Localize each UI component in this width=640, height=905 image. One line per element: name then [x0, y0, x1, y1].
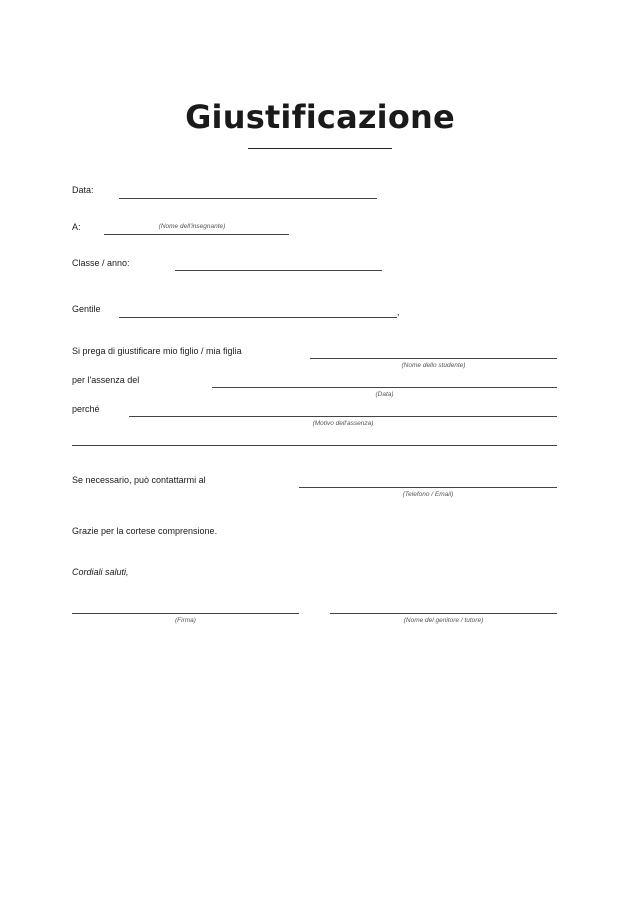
- parent-name-hint: (Nome del genitore / tutore): [403, 617, 484, 624]
- salutation-name-line[interactable]: [119, 317, 397, 318]
- reason-hint: (Motivo dell'assenza): [312, 420, 374, 427]
- data-label: Data:: [72, 185, 94, 195]
- salutation-label: Gentile: [72, 304, 101, 314]
- thanks-text: Grazie per la cortese comprensione.: [72, 526, 218, 536]
- teacher-name-line[interactable]: [104, 234, 289, 235]
- page-title: Giustificazione: [185, 98, 455, 136]
- class-label: Classe / anno:: [72, 258, 130, 268]
- reason-extra-line[interactable]: [72, 445, 557, 446]
- contact-hint: (Telefono / Email): [402, 491, 454, 498]
- title-underline: [248, 148, 392, 149]
- student-name-line[interactable]: [310, 358, 557, 359]
- justify-label: Si prega di giustificare mio figlio / mia figlia: [72, 346, 242, 356]
- salutation-comma: ,: [397, 307, 400, 317]
- reason-label: perché: [72, 404, 100, 414]
- student-name-hint: (Nome dello studente): [401, 362, 466, 369]
- reason-line[interactable]: [129, 416, 557, 417]
- contact-label: Se necessario, può contattarmi al: [72, 475, 206, 485]
- signature-hint: (Firma): [175, 617, 196, 624]
- class-field-line[interactable]: [175, 270, 382, 271]
- closing-text: Cordiali saluti,: [72, 567, 129, 577]
- absence-date-label: per l'assenza del: [72, 375, 140, 385]
- contact-line[interactable]: [299, 487, 557, 488]
- data-field-line[interactable]: [119, 198, 377, 199]
- recipient-label: A:: [72, 222, 81, 232]
- absence-date-line[interactable]: [212, 387, 557, 388]
- teacher-name-hint: (Nome dell'insegnante): [158, 223, 226, 230]
- parent-name-line[interactable]: [330, 613, 557, 614]
- signature-line[interactable]: [72, 613, 299, 614]
- absence-date-hint: (Data): [375, 391, 394, 398]
